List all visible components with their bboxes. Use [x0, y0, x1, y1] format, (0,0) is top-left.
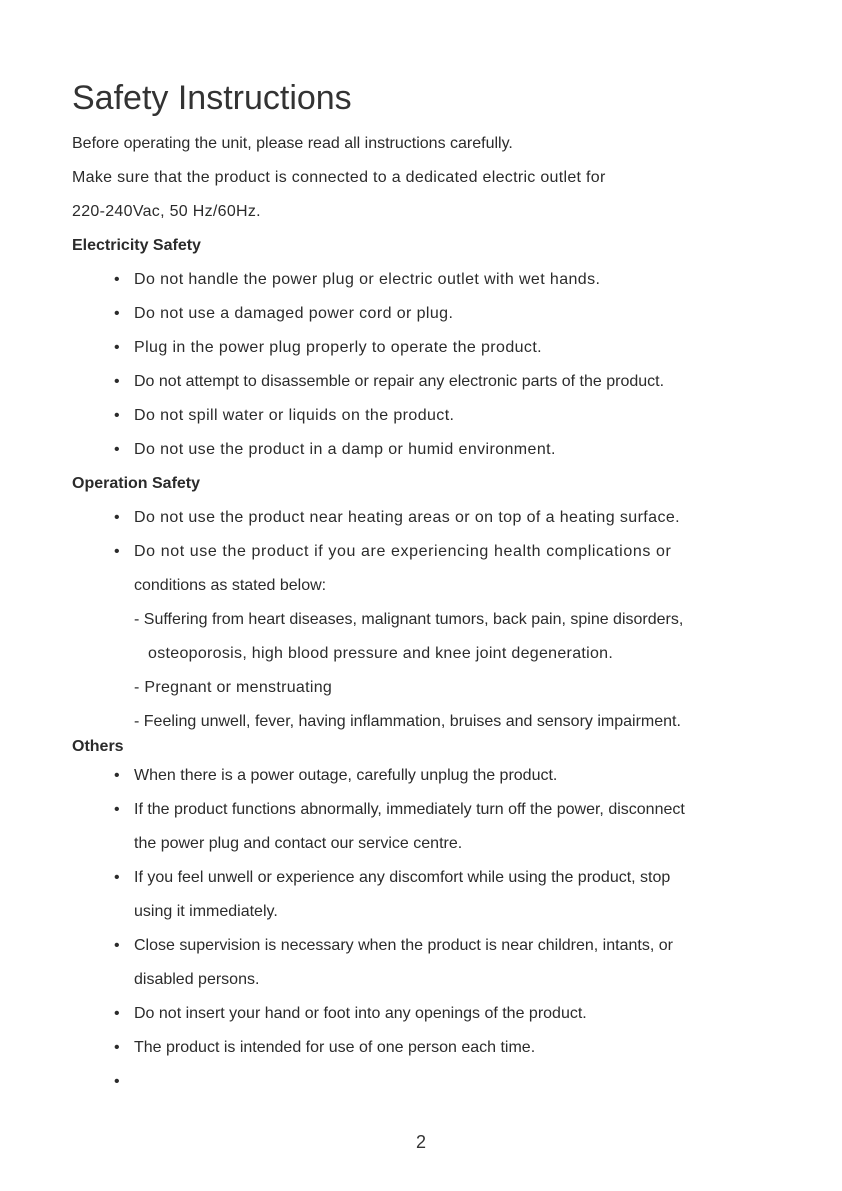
list-item-continuation: using it immediately.: [134, 903, 278, 920]
bullet-icon: •: [114, 767, 120, 784]
list-item: Do not use the product if you are experiencing health complications or: [134, 543, 672, 560]
list-item-continuation: the power plug and contact our service centre.: [134, 835, 463, 852]
bullet-icon: •: [114, 339, 120, 356]
condition-item: - Pregnant or menstruating: [134, 679, 333, 696]
list-item: Plug in the power plug properly to operate the product.: [134, 339, 543, 356]
bullet-icon: •: [114, 543, 120, 560]
intro-line: Before operating the unit, please read all instructions carefully.: [72, 135, 513, 152]
list-item: If you feel unwell or experience any discomfort while using the product, stop: [134, 869, 671, 886]
list-item: Do not use the product in a damp or humid environment.: [134, 441, 556, 458]
bullet-icon: •: [114, 801, 120, 818]
bullet-icon: •: [114, 407, 120, 424]
bullet-icon: •: [114, 937, 120, 954]
section-heading-electricity: Electricity Safety: [72, 237, 201, 254]
list-item: Do not handle the power plug or electric outlet with wet hands.: [134, 271, 601, 288]
list-item: Do not insert your hand or foot into any openings of the product.: [134, 1005, 587, 1022]
list-item: Close supervision is necessary when the product is near children, intants, or: [134, 937, 673, 954]
condition-item: - Suffering from heart diseases, malignant tumors, back pain, spine disorders,: [134, 611, 684, 628]
bullet-icon: •: [114, 1005, 120, 1022]
list-item: When there is a power outage, carefully unplug the product.: [134, 767, 558, 784]
condition-item-continuation: osteoporosis, high blood pressure and knee joint degeneration.: [148, 645, 614, 662]
section-heading-others: Others: [72, 738, 124, 755]
intro-line: Make sure that the product is connected to a dedicated electric outlet for: [72, 169, 606, 186]
bullet-icon: •: [114, 373, 120, 390]
section-heading-operation: Operation Safety: [72, 475, 201, 492]
list-item: The product is intended for use of one person each time.: [134, 1039, 536, 1056]
page-number: 2: [415, 1132, 426, 1152]
list-item: Do not use the product near heating areas or on top of a heating surface.: [134, 509, 680, 526]
bullet-icon: •: [114, 305, 120, 322]
bullet-icon: •: [114, 271, 120, 288]
intro-line: 220-240Vac, 50 Hz/60Hz.: [72, 203, 261, 220]
list-item: Do not spill water or liquids on the product.: [134, 407, 455, 424]
list-item: Do not use a damaged power cord or plug.: [134, 305, 454, 322]
bullet-icon: •: [114, 1073, 120, 1090]
list-item: If the product functions abnormally, immediately turn off the power, disconnect: [134, 801, 685, 818]
bullet-icon: •: [114, 1039, 120, 1056]
bullet-icon: •: [114, 441, 120, 458]
list-item-continuation: conditions as stated below:: [134, 577, 327, 594]
page-title: Safety Instructions: [72, 79, 352, 117]
bullet-icon: •: [114, 869, 120, 886]
condition-item: - Feeling unwell, fever, having inflammation, bruises and sensory impairment.: [134, 713, 681, 730]
bullet-icon: •: [114, 509, 120, 526]
list-item-continuation: disabled persons.: [134, 971, 260, 988]
list-item: Do not attempt to disassemble or repair any electronic parts of the product.: [134, 373, 665, 390]
